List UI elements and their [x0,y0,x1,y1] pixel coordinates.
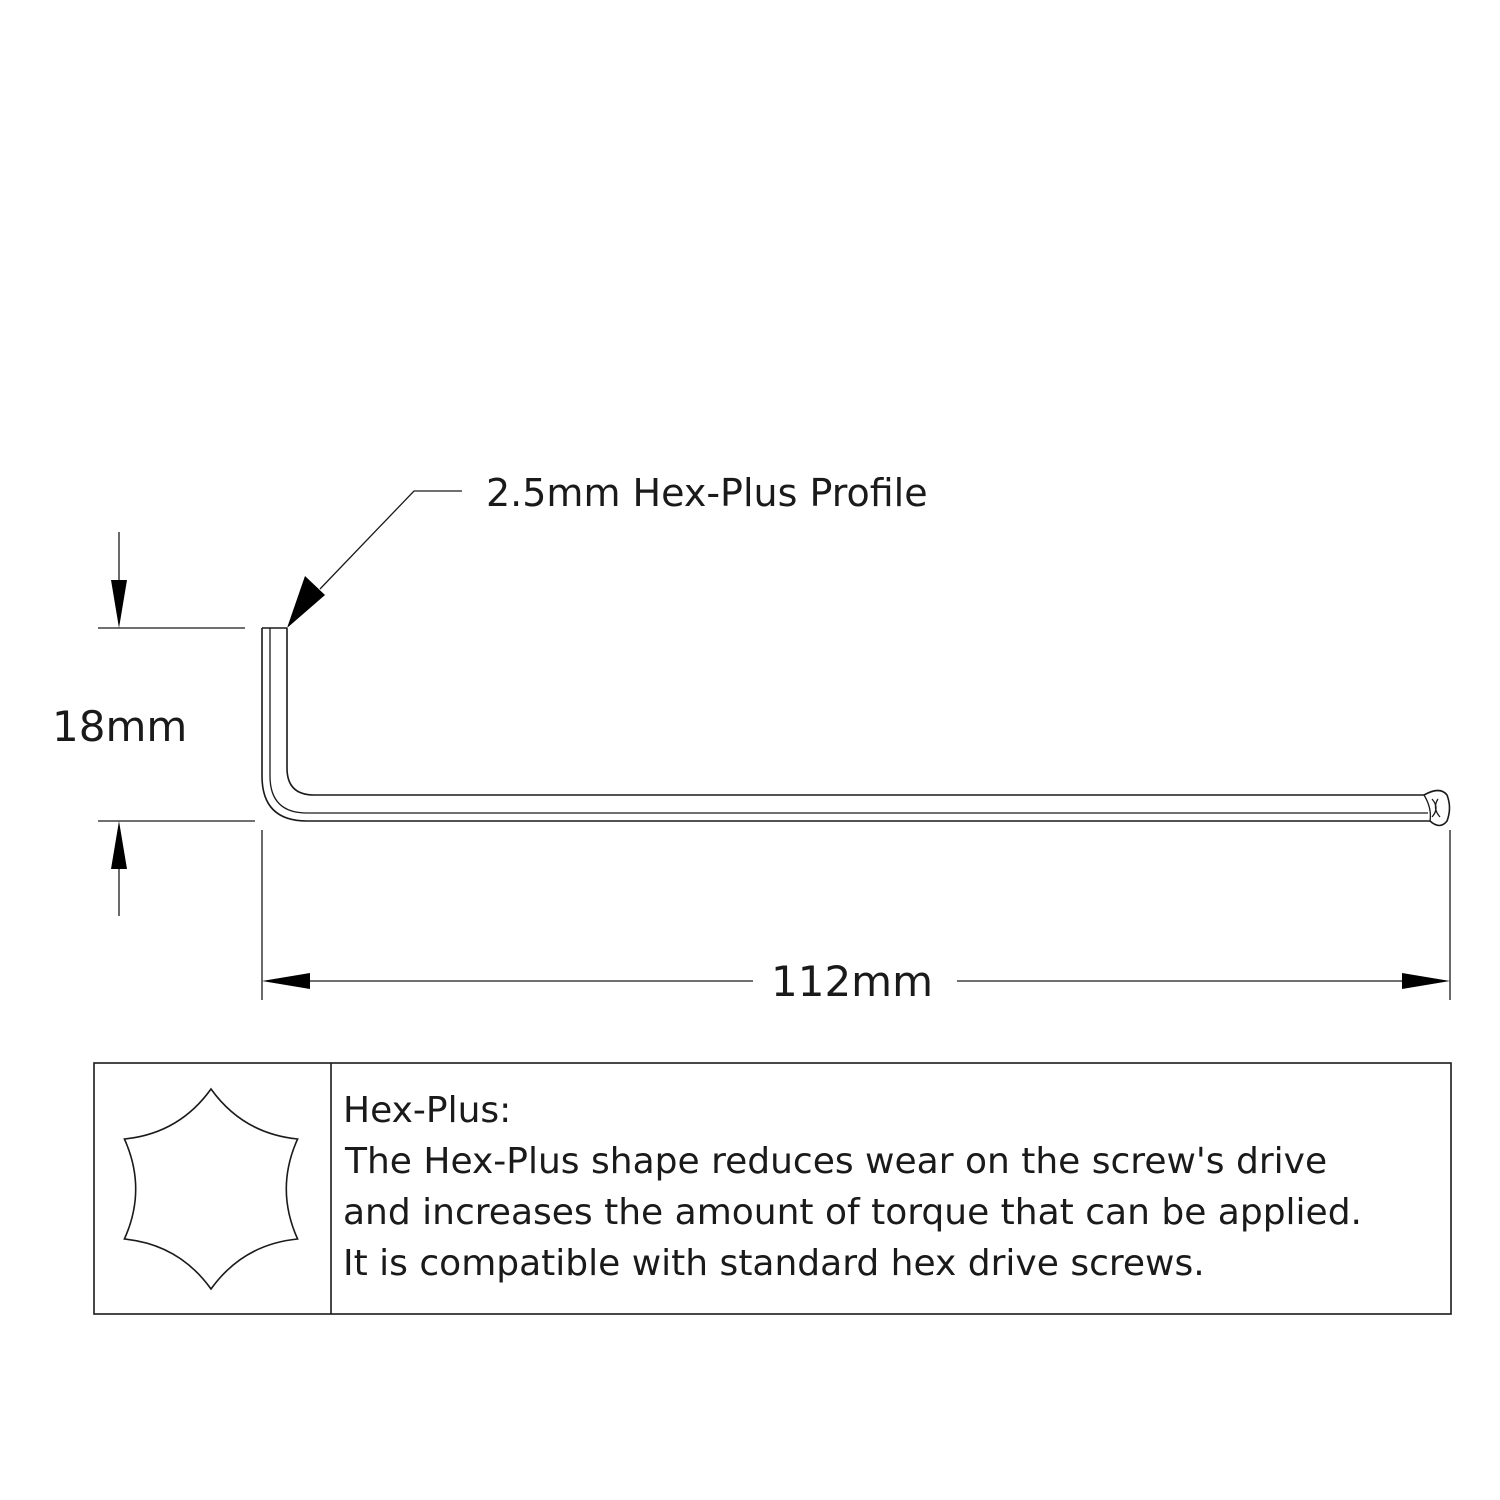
hex-key-outline [262,628,1450,826]
short-leg-dimension-label: 18mm [52,702,188,751]
info-line-3: It is compatible with standard hex drive screws. [343,1243,1205,1284]
info-line-1: The Hex-Plus shape reduces wear on the screw's drive [345,1141,1328,1182]
long-leg-dimension-label: 112mm [771,957,933,1006]
profile-callout-label: 2.5mm Hex-Plus Profile [486,471,928,515]
info-line-2: and increases the amount of torque that can be applied. [343,1192,1363,1233]
info-heading: Hex-Plus: [343,1090,512,1131]
profile-leader [287,491,462,628]
hex-plus-profile-icon [124,1089,297,1289]
